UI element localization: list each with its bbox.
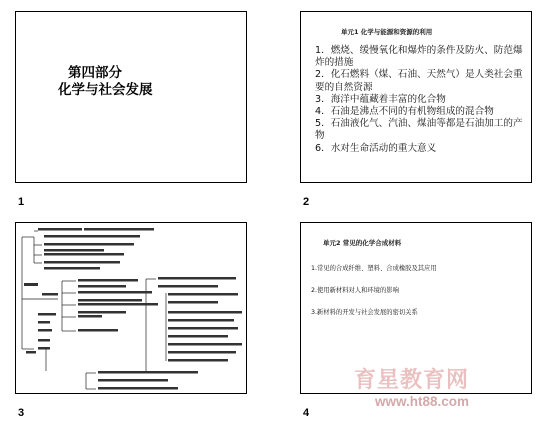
slide-3-number: 3: [18, 407, 25, 419]
mind-map-diagram: [16, 223, 246, 393]
list-item: 4．石油是沸点不同的有机物组成的混合物: [315, 106, 494, 118]
slide-2-heading: 单元1 化学与能源和资源的利用: [341, 28, 433, 36]
list-item: 3．海洋中蕴藏着丰富的化合物: [315, 93, 446, 105]
slide-4-number: 4: [303, 407, 310, 419]
watermark-logo: 育星教育网: [354, 368, 470, 393]
slide-1-number: 1: [18, 196, 25, 208]
slide-2-list: [315, 45, 527, 155]
slide-2-thumbnail[interactable]: [300, 11, 532, 183]
slide-2-number: 2: [303, 196, 310, 208]
list-item: 6．水对生命活动的重大意义: [315, 142, 437, 154]
list-item: 5．石油液化气、汽油、煤油等都是石油加工的产物: [315, 118, 523, 142]
slide-3-thumbnail[interactable]: [15, 222, 247, 394]
slide-1-title-line1: 第四部分: [68, 65, 122, 81]
list-item: 1．燃烧、缓慢氧化和爆炸的条件及防火、防范爆炸的措施: [315, 45, 523, 69]
list-item: 2.使用新材料对人和环境的影响: [311, 287, 399, 294]
watermark-url: www.ht88.com: [375, 394, 470, 409]
slide-4-list: [311, 263, 527, 329]
slide-1-title-line2: 化学与社会发展: [58, 82, 153, 98]
list-item: 2．化石燃料（煤、石油、天然气）是人类社会重要的自然资源: [315, 69, 523, 93]
list-item: 3.新材料的开发与社会发展的密切关系: [311, 309, 418, 316]
slide-1-thumbnail[interactable]: [15, 11, 247, 183]
slide-4-heading: 单元2 常见的化学合成材料: [323, 239, 402, 247]
slide-1-title: [58, 65, 153, 99]
list-item: 1.常见的合成纤维、塑料、合成橡胶及其应用: [311, 265, 437, 272]
